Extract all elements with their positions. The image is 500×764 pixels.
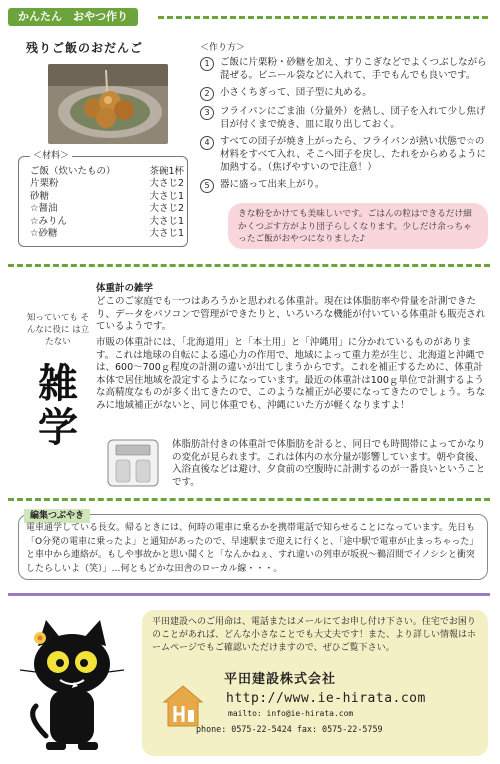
step-item: 3 フライパンにごま油（分量外）を熱し、団子を入れて少し焦げ目が付くまで焼き、皿に取り出しておく。 [200, 105, 490, 131]
trivia-paragraph: 体脂肪計付きの体重計で体脂肪を計ると、同日でも時間帯によってかなりの変化が見られます。これは体内の水分量が影響しています。朝や食後、入浴直後などは避け、夕食前の空腹時に計測するのが一番良いということです。 [172, 439, 486, 488]
step-number: 4 [200, 136, 214, 150]
cat-mascot [16, 616, 128, 756]
editor-note-tag: 編集つぶやき [24, 509, 90, 523]
ingredient-row: ☆みりん 大さじ1 [30, 215, 184, 227]
ingredient-row: 砂糖 大さじ1 [30, 190, 184, 202]
ingredient-row: ご飯（炊いたもの） 茶碗1杯 [30, 166, 184, 177]
ingredient-row: ☆砂糖 大さじ1 [30, 227, 184, 239]
step-number: 5 [200, 179, 214, 193]
ingredient-row: ☆醤油 大さじ2 [30, 203, 184, 215]
trivia-side-label [24, 312, 92, 450]
section-divider [8, 264, 490, 267]
step-number: 1 [200, 57, 214, 71]
footer-divider [8, 593, 490, 596]
ingredient-row: 片栗粉 大さじ2 [30, 178, 184, 190]
scale-illustration [104, 436, 162, 490]
section-divider [8, 498, 490, 501]
recipe-section-header [8, 8, 138, 26]
house-logo-icon [162, 684, 204, 728]
contact-message: 平田建設へのご用命は、電話またはメールにてお申し付け下さい。住宅でお困りのことがあれば、どんな小さなことでも大丈夫です！また、より詳しい情報はホームページでもご確認いただけますので、ぜひご覧下さい。 [152, 617, 477, 653]
recipe-section-tag: かんたん おやつ作り [8, 8, 138, 26]
steps-list [200, 56, 490, 197]
editor-note-text: 電車通学している長女。帰るときには、何時の電車に乗るかを携帯電話で知らせることになっています。先日も「O分発の電車に乗ったよ」と通知があったので、早速駅まで迎えに行くと、「途中駅で電車が止まっちゃった」と車中から連絡が。もしや事故かと思い聞くと「なんかねぇ、すれ違いの列車が坂祝～鵜沼間でイノシシと衝突したらしいよ（笑）」…何ともどかな田舎のローカル線・・・。 [26, 523, 479, 574]
ingredients-list [30, 166, 184, 240]
trivia-paragraph: 市販の体重計には、「北海道用」と「本土用」と「沖縄用」に分かれているものがあります。これは地球の自転による遠心力の作用で、地域によって重力差が生じ、北海道と沖縄では、600～700ｇ程度の計測の違いが出てしまうからです。これを補正するために、体重計本体で居住地域を設定するようになっています。最近の体重計は100ｇ単位で計測するような高精度なものが多く出てきたので、このような補正が必要になってきたのでしょう。ちなみに地域補正がないと、同じ体重でも、沖縄にいた方が軽くなりますよ！ [96, 337, 486, 411]
trivia-heading: 体重計の雑学 [96, 283, 154, 294]
email-link[interactable]: mailto: info@ie-hirata.com [228, 709, 354, 718]
step-item: 1 ご飯に片栗粉・砂糖を加え、すりこぎなどでよくつぶしながら混ぜる。ビニール袋などに入れて、手でもんでも良いです。 [200, 56, 490, 82]
company-name: 平田建設株式会社 [224, 672, 337, 687]
step-item: 2 小さくちぎって、団子型に丸める。 [200, 86, 490, 101]
step-item: 4 すべての団子が焼き上がったら、フライパンが熱い状態で☆の材料をすべて入れ、そこへ団子を戻し、たれをからめるように加熱する。（焦げやすいので注意！） [200, 135, 490, 174]
dango-photo [48, 64, 168, 144]
trivia-side-caption: 知っていても そんなに役に は立たない [26, 313, 90, 347]
step-item: 5 器に盛って出来上がり。 [200, 178, 490, 193]
recipe-tip: きな粉をかけても美味しいです。ごはんの粒はできるだけ細かくつぶす方がより団子らしくなります。少しだけ余っちゃったご飯がおやつになりました♪ [228, 203, 488, 249]
trivia-paragraph: どこのご家庭でも一つはあろうかと思われる体重計。現在は体脂肪率や骨量を計測できたり、データをパソコンで管理ができたりと、いろいろな機能が付いている体重計も販売されているようです。 [96, 296, 486, 333]
website-link[interactable]: http://www.ie-hirata.com [226, 691, 426, 706]
trivia-big-title: 雑学 [38, 361, 78, 451]
header-dashed-line [158, 16, 488, 19]
phone-fax: phone: 0575-22-5424 fax: 0575-22-5759 [196, 724, 383, 734]
steps-label: ＜作り方＞ [200, 43, 246, 53]
ingredients-label: ＜材料＞ [30, 150, 72, 162]
recipe-title: 残りご飯のおだんご [26, 41, 144, 55]
step-number: 3 [200, 106, 214, 120]
step-number: 2 [200, 87, 214, 101]
